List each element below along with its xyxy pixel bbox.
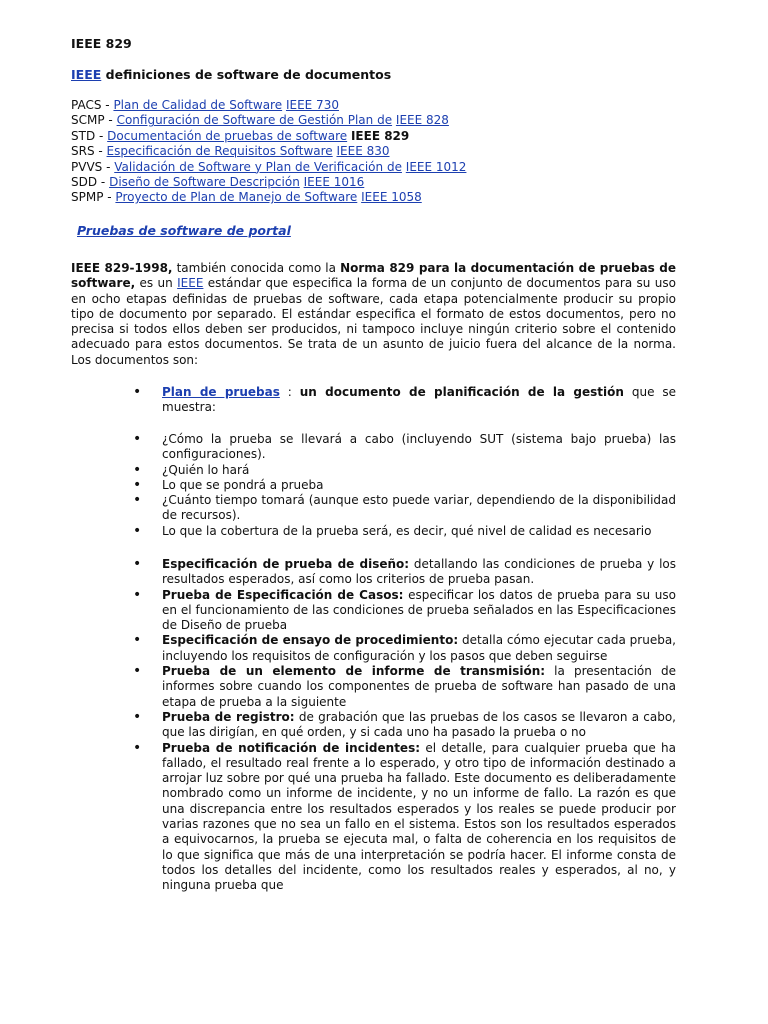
list-item <box>133 463 676 478</box>
plan-items-list <box>133 432 676 539</box>
separator: : <box>279 385 300 399</box>
intro-text: estándar que especifica la forma de un conjunto de documentos para su uso en ocho etapas definidas de pruebas de software, cada etapa potencialmente producir su propio tipo de documento por separado. El estándar especifica el formato de estos documentos, pero no precisa si todos ellos deben ser producidos, ni tampoco incluye ningún criterio sobre el contenido adecuado para estos documentos. Se trata de un asunto de juicio fuera del alcance de la norma. Los documentos son: <box>71 276 676 367</box>
standard-ref-link[interactable]: IEEE 830 <box>336 144 390 159</box>
standard-abbr: SCMP - <box>71 113 113 128</box>
list-item <box>133 664 676 710</box>
test-plan-text: que se muestra: <box>162 385 677 415</box>
heading-text: definiciones de software de documentos <box>105 67 392 82</box>
standard-row <box>71 144 691 159</box>
test-plan-bold: un documento de planificación de la gestión <box>299 385 624 399</box>
bullet-icon: • <box>133 586 142 603</box>
standard-ref-link[interactable]: IEEE 730 <box>285 98 339 112</box>
bullet-icon: • <box>133 384 142 400</box>
portal-link[interactable]: Pruebas de software de portal <box>77 223 291 238</box>
document-type-title: Prueba de registro: <box>162 709 295 724</box>
plan-item-text: ¿Cuánto tiempo tomará (aunque esto puede variar, dependiendo de la disponibilidad de recursos). <box>162 493 676 523</box>
bullet-icon: • <box>133 461 142 478</box>
standard-link[interactable]: Proyecto de Plan de Manejo de Software <box>115 190 358 205</box>
standard-row <box>71 129 691 144</box>
standard-abbr: PVVS - <box>71 159 111 174</box>
list-item <box>133 633 676 664</box>
bullet-icon: • <box>133 492 142 509</box>
list-item <box>133 478 676 493</box>
standard-ref-link[interactable]: IEEE 1058 <box>361 190 422 205</box>
standard-link[interactable]: Diseño de Software Descripción <box>109 175 300 190</box>
list-item <box>133 524 676 539</box>
plan-item-text: Lo que se pondrá a prueba <box>162 477 324 492</box>
intro-bold-standard: IEEE 829-1998, <box>71 261 173 275</box>
standard-abbr: PACS - <box>71 98 110 112</box>
intro-ieee-link[interactable]: IEEE <box>177 276 204 291</box>
standard-ref: IEEE 829 <box>350 128 410 143</box>
list-item <box>133 710 676 741</box>
document-type-title: Prueba de Especificación de Casos: <box>162 587 404 602</box>
standard-ref-link[interactable]: IEEE 1012 <box>405 159 467 174</box>
standard-row <box>71 113 691 128</box>
document-title: IEEE 829 <box>71 36 132 51</box>
standard-link[interactable]: Especificación de Requisitos Software <box>106 144 333 159</box>
plan-item-text: Lo que la cobertura de la prueba será, es decir, qué nivel de calidad es necesario <box>162 523 652 538</box>
standard-row <box>71 175 691 190</box>
standard-abbr: SDD - <box>71 175 106 190</box>
document-type-text: especificar los datos de prueba para su uso en el funcionamiento de las condiciones de prueba señalados en las Especificaciones de Diseño de prueba <box>162 587 676 633</box>
document-type-title: Prueba de un elemento de informe de transmisión: <box>162 664 546 679</box>
plan-item-text: ¿Quién lo hará <box>162 462 250 477</box>
bullet-icon: • <box>133 556 142 572</box>
plan-item-text: ¿Cómo la prueba se llevará a cabo (incluyendo SUT (sistema bajo prueba) las configuraciones). <box>162 432 676 462</box>
standard-link[interactable]: Plan de Calidad de Software <box>113 98 283 112</box>
bullet-icon: • <box>133 431 142 447</box>
list-item <box>133 588 676 634</box>
standard-row <box>71 190 691 205</box>
document-type-text: detalla cómo ejecutar cada prueba, incluyendo los requisitos de configuración y los pasos que deben seguirse <box>162 633 676 663</box>
standard-row <box>71 98 691 113</box>
standard-link[interactable]: Configuración de Software de Gestión Plan de <box>116 113 393 128</box>
list-item <box>133 557 676 588</box>
list-item <box>133 385 676 416</box>
heading-ieee-link[interactable]: IEEE <box>71 67 102 82</box>
section-heading <box>71 67 391 82</box>
document-type-title: Especificación de prueba de diseño: <box>162 557 410 571</box>
standard-link[interactable]: Validación de Software y Plan de Verificación de <box>114 159 402 174</box>
standards-list <box>71 98 691 206</box>
bullet-icon: • <box>133 522 142 539</box>
document-type-title: Prueba de notificación de incidentes: <box>162 740 421 755</box>
intro-paragraph <box>71 261 676 368</box>
document-type-text: de grabación que las pruebas de los casos se llevaron a cabo, que las dirigían, en qué orden, y si cada uno ha pasado la prueba o no <box>162 709 676 740</box>
list-item <box>133 493 676 524</box>
standard-abbr: SRS - <box>71 144 103 159</box>
bullet-icon: • <box>133 708 142 725</box>
intro-text: también conocida como la <box>172 261 341 275</box>
standard-ref-link[interactable]: IEEE 828 <box>395 113 449 128</box>
document-type-text: el detalle, para cualquier prueba que ha fallado, el resultado real frente a lo esperado, y otro tipo de información destinado a arrojar luz sobre por qué una prueba ha fallado. Este documento es deliberadamente nombrado como un informe de incidente, y no un informe de fallo. La razón es que una discrepancia entre los resultados esperados y los reales se puede producir por varias razones que no sea un fallo en el sistema. Estos son los resultados esperados a equivocarnos, la prueba se ejecuta mal, o falta de coherencia en los requisitos de lo que significa que más de una interpretación se podría hacer. El informe consta de todos los detalles del incidente, como los resultados reales y esperados, al no, y ninguna prueba que <box>162 740 677 893</box>
test-plan-list <box>133 385 676 416</box>
standard-link[interactable]: Documentación de pruebas de software <box>107 128 348 143</box>
bullet-icon: • <box>133 663 142 680</box>
intro-bold-norm: Norma 829 para la documentación de pruebas de software, <box>71 261 676 291</box>
test-plan-link[interactable]: Plan de pruebas <box>162 385 280 399</box>
bullet-icon: • <box>133 476 142 493</box>
document-type-text: la presentación de informes sobre cuando los componentes de prueba de software han pasado de una etapa de prueba a la siguiente <box>162 664 676 709</box>
standard-ref-link[interactable]: IEEE 1016 <box>303 175 365 190</box>
standard-abbr: SPMP - <box>71 190 112 205</box>
standard-abbr: STD - <box>71 128 104 143</box>
intro-text: es un <box>135 276 178 291</box>
documents-list <box>133 557 676 894</box>
bullet-icon: • <box>133 632 142 649</box>
standard-row <box>71 160 691 175</box>
list-item <box>133 432 676 463</box>
list-item <box>133 741 676 894</box>
document-type-title: Especificación de ensayo de procedimiento: <box>162 633 459 648</box>
document-type-text: detallando las condiciones de prueba y los resultados esperados, así como los criterios de prueba pasan. <box>162 557 676 587</box>
bullet-icon: • <box>133 739 142 756</box>
